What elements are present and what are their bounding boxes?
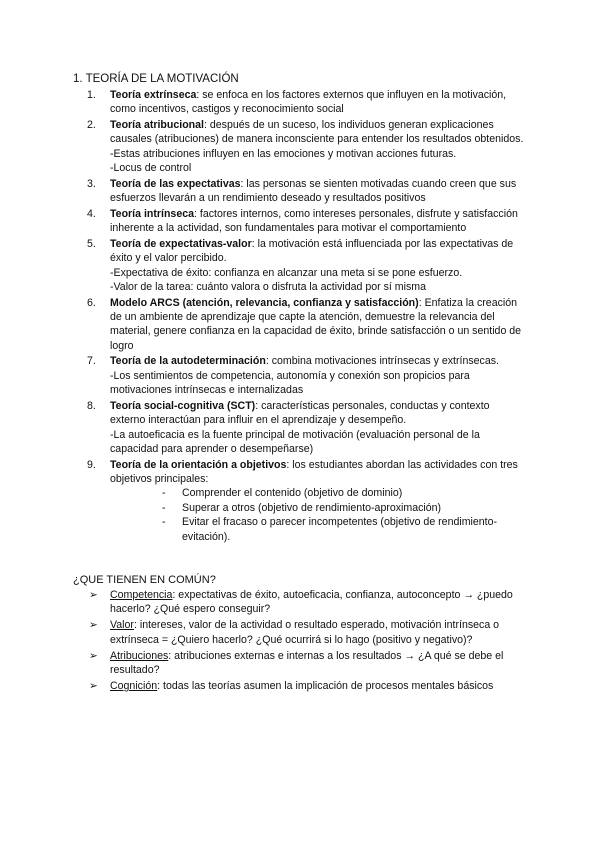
- theory-note: -Locus de control: [110, 162, 192, 175]
- common-term: Cognición: [110, 680, 158, 693]
- arrow-bullet-icon: ➢: [89, 619, 98, 632]
- theory-name: Teoría intrínseca: [110, 207, 194, 220]
- common-item: [89, 618, 529, 647]
- theory-description: : Enfatiza la creación de un ambiente de aprendizaje que capte la atención, demuestre la relevancia del material, genere confianza en la capacidad de éxito, brinde satisfacción o un sentido de logro: [110, 296, 522, 352]
- theory-description: : características personales, conductas y contexto externo interactúan para influir en el aprendizaje y desempeño.: [110, 399, 490, 427]
- objective-item: [162, 515, 527, 544]
- objective-item: [162, 486, 527, 500]
- objective-text: Superar a otros (objetivo de rendimiento-aproximación): [182, 501, 442, 514]
- theory-description: : después de un suceso, los individuos generan explicaciones causales (atribuciones) de manera inconsciente para entender los resultados obtenidos.: [110, 119, 524, 146]
- theory-description: : la motivación está influenciada por las expectativas de éxito y el valor percibido.: [110, 237, 514, 265]
- arrow-bullet-icon: ➢: [89, 680, 98, 693]
- theory-number: 9.: [87, 458, 96, 471]
- common-description: : intereses, valor de la actividad o resultado esperado, motivación intrínseca o extrínseca = ¿Quiero hacerlo? ¿Qué ocurrirá si lo hago (positivo y negativo)?: [110, 619, 500, 646]
- theory-name: Teoría de la orientación a objetivos: [110, 458, 287, 471]
- theory-description: : los estudiantes abordan las actividades con tres objetivos principales:: [110, 458, 518, 486]
- theory-item: [87, 237, 527, 295]
- theory-name: Teoría extrínseca: [110, 89, 197, 101]
- theory-name: Teoría social-cognitiva (SCT): [110, 399, 256, 412]
- theory-name: Teoría de la autodeterminación: [110, 355, 266, 368]
- common-item: [89, 649, 529, 678]
- section-title: 1. TEORÍA DE LA MOTIVACIÓN: [73, 73, 239, 85]
- dash-bullet: -: [162, 487, 166, 500]
- common-description: : atribuciones externas e internas a los resultados → ¿A qué se debe el resultado?: [110, 649, 504, 677]
- theory-item: [87, 207, 527, 236]
- common-term: Atribuciones: [110, 649, 169, 662]
- theory-name: Modelo ARCS (atención, relevancia, confianza y satisfacción): [110, 296, 419, 309]
- theory-item: [87, 458, 527, 544]
- theory-note: -Expectativa de éxito: confianza en alcanzar una meta si se pone esfuerzo.: [110, 266, 463, 279]
- theory-item: [87, 399, 527, 457]
- common-item: [89, 588, 529, 617]
- theory-number: 6.: [87, 296, 96, 309]
- common-description: : expectativas de éxito, autoeficacia, confianza, autoconcepto → ¿puedo hacerlo? ¿Qué espero conseguir?: [110, 589, 513, 616]
- common-section-title: ¿QUE TIENEN EN COMÚN?: [73, 574, 216, 586]
- dash-bullet: -: [162, 516, 166, 529]
- theory-number: 7.: [87, 355, 96, 368]
- theory-number: 2.: [87, 119, 96, 131]
- theory-description: : factores internos, como intereses personales, disfrute y satisfacción inherente a la actividad, son fundamentales para motivar el comportamiento: [110, 207, 518, 235]
- objective-text: Evitar el fracaso o parecer incompetentes (objetivo de rendimiento-evitación).: [182, 516, 498, 543]
- theory-note: -La autoeficacia es la fuente principal de motivación (evaluación personal de la capacidad para aprender o desempeñarse): [110, 428, 480, 456]
- arrow-bullet-icon: ➢: [89, 649, 98, 662]
- theory-note: -Los sentimientos de competencia, autonomía y conexión son propicios para motivaciones intrínsecas e internalizadas: [110, 369, 470, 397]
- dash-bullet: -: [162, 501, 166, 514]
- theory-name: Teoría de las expectativas: [110, 177, 241, 190]
- common-list: [89, 588, 529, 695]
- common-item: [89, 679, 529, 693]
- theory-item: [87, 118, 527, 176]
- common-term: Valor: [110, 619, 134, 632]
- theory-item: [87, 88, 527, 117]
- theory-number: 1.: [87, 89, 96, 101]
- theory-note: -Estas atribuciones influyen en las emociones y motivan acciones futuras.: [110, 147, 457, 160]
- theory-description: : combina motivaciones intrínsecas y extrínsecas.: [265, 355, 499, 368]
- theory-name: Teoría atribucional: [110, 119, 204, 131]
- theory-number: 4.: [87, 207, 96, 220]
- theory-item: [87, 354, 527, 397]
- theory-description: : las personas se sienten motivadas cuando creen que sus esfuerzos llevarán a un rendimiento deseado y resultados positivos: [110, 177, 517, 205]
- objective-item: [162, 501, 527, 515]
- theory-item: [87, 296, 527, 354]
- theory-description: : se enfoca en los factores externos que influyen en la motivación, como incentivos, castigos y reconocimiento social: [110, 89, 507, 116]
- objectives-list: [110, 486, 527, 544]
- theory-name: Teoría de expectativas-valor: [110, 237, 252, 250]
- theory-note: -Valor de la tarea: cuánto valora o disfruta la actividad por sí misma: [110, 281, 427, 294]
- theories-list: [87, 88, 527, 545]
- objective-text: Comprender el contenido (objetivo de dominio): [182, 487, 403, 500]
- theory-item: [87, 177, 527, 206]
- common-term: Competencia: [110, 589, 173, 601]
- common-description: : todas las teorías asumen la implicación de procesos mentales básicos: [157, 680, 494, 693]
- theory-number: 5.: [87, 237, 96, 250]
- theory-number: 8.: [87, 399, 96, 412]
- theory-number: 3.: [87, 177, 96, 190]
- arrow-bullet-icon: ➢: [89, 589, 98, 601]
